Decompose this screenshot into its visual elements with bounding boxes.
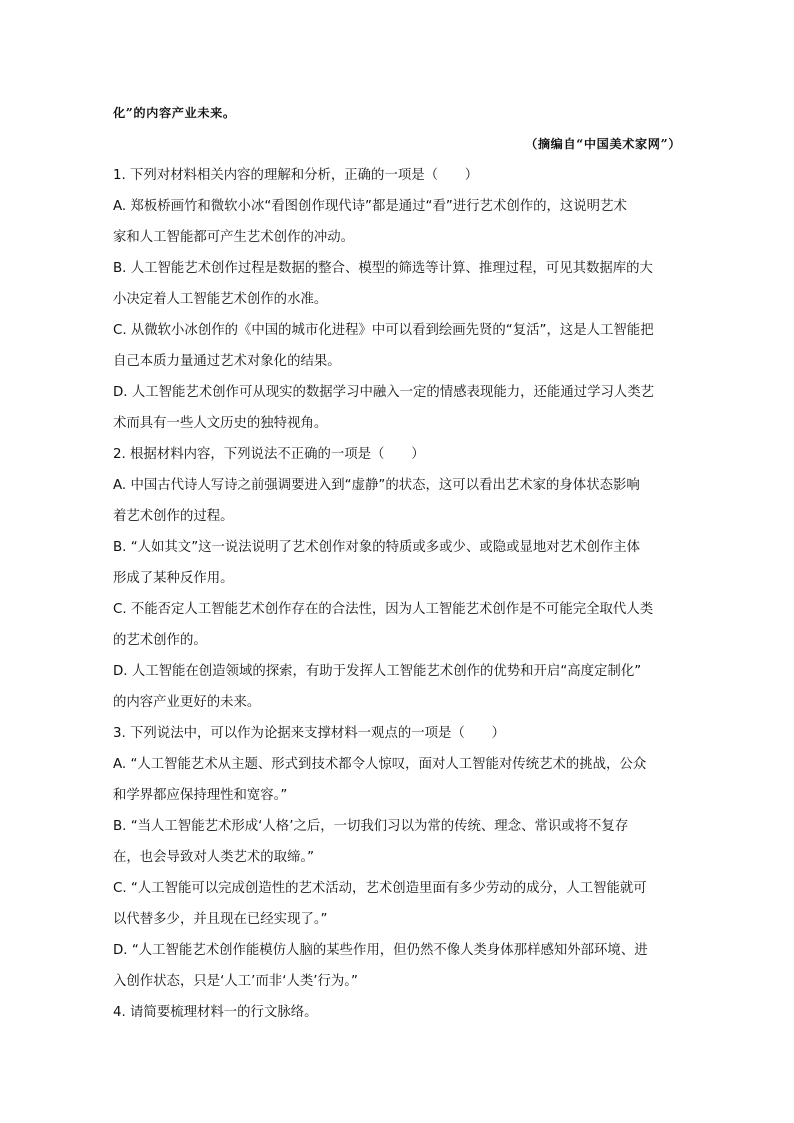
option-d-line-1: D. “人工智能艺术创作能模仿人脑的某些作用，但仍然不像人类身体那样感知外部环境、进 (113, 943, 648, 958)
option-a-line-1: A. 中国古代诗人写诗之前强调要进入到“虚静”的状态，这可以看出艺术家的身体状态影响 (113, 478, 640, 493)
option-a-line-2: 着艺术创作的过程。 (113, 509, 234, 524)
question-4 (113, 997, 681, 1028)
option-b-line-2: 小决定着人工智能艺术创作的水准。 (113, 292, 328, 307)
option-d-line-1: D. 人工智能艺术创作可从现实的数据学习中融入一定的情感表现能力，还能通过学习人类艺 (113, 385, 655, 400)
option-d-line-2: 术而具有一些人文历史的独特视角。 (113, 416, 328, 431)
question-stem: 3. 下列说法中，可以作为论据来支撑材料一观点的一项是（ ） (113, 726, 505, 741)
question-stem: 4. 请简要梳理材料一的行文脉络。 (113, 1005, 318, 1020)
question-3 (113, 718, 681, 997)
option-b-line-1: B. “人如其文”这一说法说明了艺术创作对象的特质或多或少、或隐或显地对艺术创作主体 (113, 540, 641, 555)
option-b-line-1: B. “当人工智能艺术形成‘人格’之后，一切我们习以为常的传统、理念、常识或将不复存 (113, 819, 629, 834)
document-body (113, 98, 681, 1028)
option-a-line-2: 家和人工智能都可产生艺术创作的冲动。 (113, 230, 355, 245)
intro-line: 化”的内容产业未来。 (113, 106, 236, 120)
option-d-line-1: D. 人工智能在创造领域的探索，有助于发挥人工智能艺术创作的优势和开启“高度定制化” (113, 664, 642, 679)
option-c-line-2: 的艺术创作的。 (113, 633, 207, 648)
question-stem: 2. 根据材料内容，下列说法不正确的一项是（ ） (113, 447, 425, 462)
option-d-line-2: 的内容产业更好的未来。 (113, 695, 261, 710)
option-a-line-2: 和学界都应保持理性和宽容。” (113, 788, 288, 803)
option-c-line-1: C. “人工智能可以完成创造性的艺术活动，艺术创造里面有多少劳动的成分，人工智能就可 (113, 881, 647, 896)
option-a-line-1: A. 郑板桥画竹和微软小冰“看图创作现代诗”都是通过“看”进行艺术创作的，这说明艺术 (113, 199, 627, 214)
source-note: （摘编自“中国美术家网”） (525, 137, 681, 151)
option-c-line-1: C. 从微软小冰创作的《中国的城市化进程》中可以看到绘画先贤的“复活”，这是人工智能把 (113, 323, 654, 338)
option-c-line-2: 自己本质力量通过艺术对象化的结果。 (113, 354, 341, 369)
option-b-line-1: B. 人工智能艺术创作过程是数据的整合、模型的筛选等计算、推理过程，可见其数据库的大 (113, 261, 653, 276)
option-c-line-1: C. 不能否定人工智能艺术创作存在的合法性，因为人工智能艺术创作是不可能完全取代人类 (113, 602, 654, 617)
option-b-line-2: 形成了某种反作用。 (113, 571, 234, 586)
option-d-line-2: 入创作状态，只是‘人工’而非‘人类’行为。” (113, 974, 358, 989)
option-b-line-2: 在，也会导致对人类艺术的取缔。” (113, 850, 315, 865)
question-stem: 1. 下列对材料相关内容的理解和分析，正确的一项是（ ） (113, 168, 479, 183)
question-1 (113, 160, 681, 439)
option-c-line-2: 以代替多少，并且现在已经实现了。” (113, 912, 328, 927)
option-a-line-1: A. “人工智能艺术从主题、形式到技术都令人惊叹，面对人工智能对传统艺术的挑战，公众 (113, 757, 647, 772)
question-2 (113, 439, 681, 718)
